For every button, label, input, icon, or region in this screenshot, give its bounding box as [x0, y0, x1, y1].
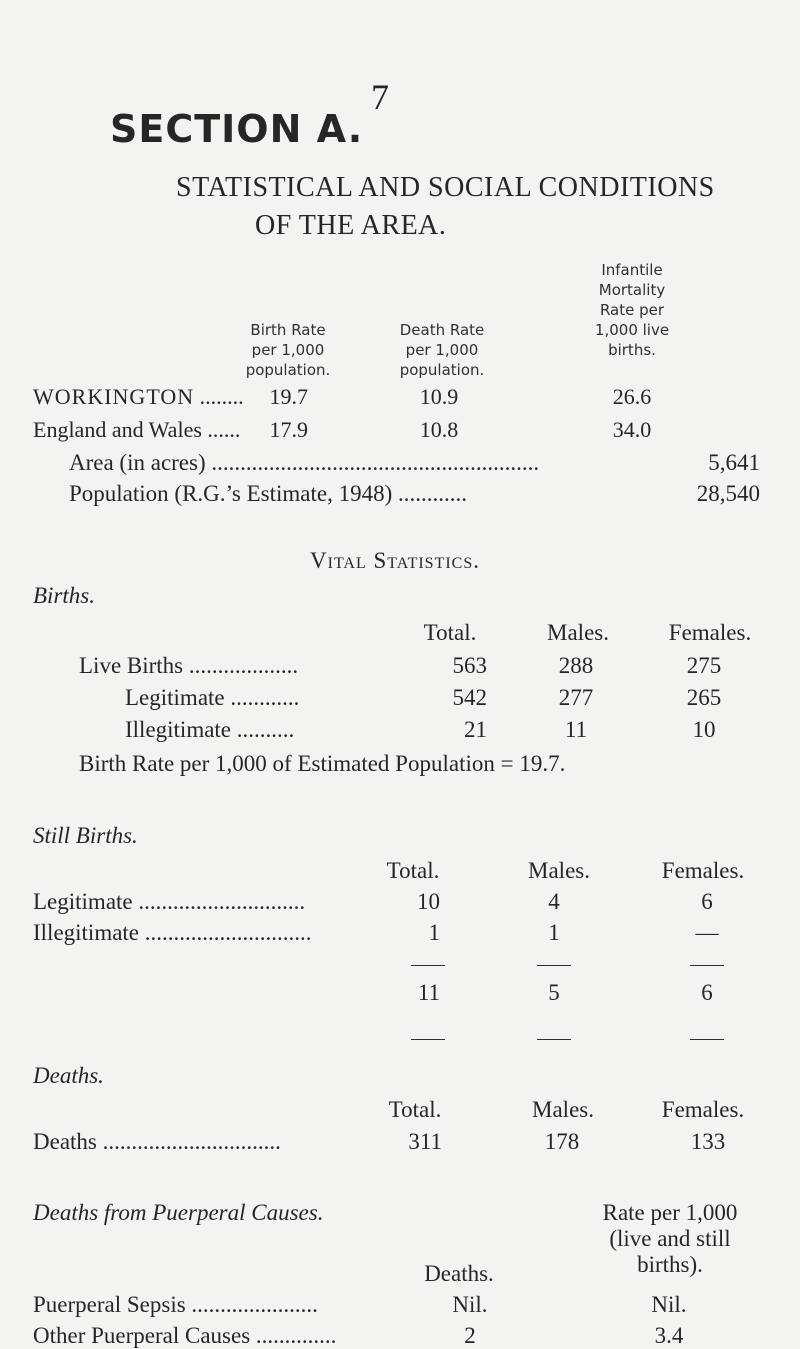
still-births-females-header: Females. [661, 858, 745, 883]
legitimate-births-males: 277 [558, 685, 594, 710]
header-line: births). [637, 1252, 703, 1277]
row-label: Deaths [33, 1129, 97, 1154]
still-births-total-header: Total. [386, 858, 440, 883]
section-heading: SECTION A. [110, 107, 364, 151]
leader-dots: ................... [188, 653, 299, 678]
other-puerperal-deaths: 2 [464, 1323, 476, 1348]
still-births-males-sum: 5 [548, 980, 560, 1005]
header-line: per 1,000 [251, 341, 325, 359]
leader-dots: ............ [230, 685, 300, 710]
leader-dots: ............ [398, 481, 468, 506]
still-legitimate-females: 6 [701, 889, 713, 914]
vital-statistics-heading: Vital Statistics. [310, 548, 480, 573]
england-wales-birth-rate: 17.9 [269, 417, 308, 442]
legitimate-births-label [125, 685, 299, 711]
leader-dots: .............. [255, 1323, 337, 1348]
birth-rate-header [233, 320, 343, 380]
workington-name: WORKINGTON [33, 384, 195, 409]
illegitimate-births-label [125, 717, 294, 743]
england-wales-infantile-mortality: 34.0 [612, 417, 652, 442]
illegitimate-births-total: 21 [464, 717, 487, 742]
births-total-header: Total. [423, 620, 477, 645]
live-births-males: 288 [558, 653, 594, 678]
puerperal-rate-header [560, 1200, 780, 1278]
header-line: Death Rate [399, 321, 485, 339]
deaths-total-header: Total. [388, 1097, 442, 1122]
leader-dots: ............................. [144, 920, 312, 945]
legitimate-births-total: 542 [452, 685, 487, 710]
still-illegitimate-males: 1 [548, 920, 560, 945]
death-rate-header [382, 320, 502, 380]
still-illegitimate-females: — [695, 920, 719, 945]
england-wales-death-rate: 10.8 [419, 417, 459, 442]
live-births-females: 275 [686, 653, 722, 678]
still-births-total-sum: 11 [417, 980, 440, 1005]
area-value: 5,641 [708, 450, 760, 475]
deaths-row-label [33, 1129, 281, 1155]
page-title-line-1: STATISTICAL AND SOCIAL CONDITIONS [176, 172, 715, 203]
leader-dots: ............................. [138, 889, 306, 914]
row-label: Illegitimate [125, 717, 232, 742]
england-wales-label [33, 417, 240, 443]
header-line: Rate per 1,000 [602, 1200, 738, 1225]
workington-label [33, 384, 244, 410]
leader-dots: ......................................................... [211, 450, 540, 475]
other-puerperal-rate: 3.4 [654, 1323, 684, 1348]
header-line: Birth Rate [250, 321, 326, 339]
england-wales-name: England and Wales [33, 417, 202, 442]
still-births-females-sum: 6 [701, 980, 713, 1005]
other-puerperal-label [33, 1323, 336, 1349]
workington-infantile-mortality: 26.6 [612, 384, 652, 409]
leader-dots: ........ [199, 384, 244, 409]
illegitimate-births-males: 11 [564, 717, 588, 742]
live-births-total: 563 [452, 653, 487, 678]
deaths-males-header: Males. [532, 1097, 594, 1122]
leader-dots: ...................... [191, 1292, 318, 1317]
births-heading: Births. [33, 583, 95, 608]
live-births-label [79, 653, 298, 679]
deaths-heading: Deaths. [33, 1063, 104, 1088]
still-legitimate-label [33, 889, 305, 915]
still-legitimate-total: 10 [417, 889, 440, 914]
header-line: (live and still [609, 1226, 731, 1251]
illegitimate-births-females: 10 [692, 717, 716, 742]
area-label [69, 450, 679, 476]
row-label: Puerperal Sepsis [33, 1292, 186, 1317]
row-label: Legitimate [125, 685, 225, 710]
header-line: population. [245, 361, 331, 379]
legitimate-births-females: 265 [686, 685, 722, 710]
deaths-total: 311 [408, 1129, 442, 1154]
still-births-total-bottom-rule [411, 1039, 445, 1040]
header-line: per 1,000 [405, 341, 479, 359]
still-births-females-top-rule [690, 965, 724, 966]
row-label: Other Puerperal Causes [33, 1323, 251, 1348]
leader-dots: .......... [236, 717, 295, 742]
still-legitimate-males: 4 [548, 889, 560, 914]
still-births-total-top-rule [411, 965, 445, 966]
infantile-mortality-header [578, 260, 686, 360]
page-number: 7 [371, 77, 389, 117]
header-line: 1,000 live [594, 321, 670, 339]
header-line: births. [608, 341, 656, 359]
birth-rate-statement: Birth Rate per 1,000 of Estimated Population = 19.7. [79, 751, 566, 776]
header-line: population. [399, 361, 485, 379]
deaths-males: 178 [544, 1129, 580, 1154]
header-line: Mortality [598, 281, 666, 299]
still-births-females-bottom-rule [690, 1039, 724, 1040]
header-line: Infantile [601, 261, 663, 279]
leader-dots: ...... [207, 417, 241, 442]
deaths-females: 133 [690, 1129, 726, 1154]
area-name: Area (in acres) [69, 450, 206, 475]
still-births-males-top-rule [537, 965, 571, 966]
row-label: Illegitimate [33, 920, 140, 945]
workington-death-rate: 10.9 [419, 384, 459, 409]
still-births-heading: Still Births. [33, 823, 138, 848]
page-title-line-2: OF THE AREA. [255, 210, 447, 241]
workington-birth-rate: 19.7 [269, 384, 308, 409]
population-value: 28,540 [696, 481, 760, 506]
puerperal-heading: Deaths from Puerperal Causes. [33, 1200, 324, 1225]
births-females-header: Females. [668, 620, 752, 645]
births-males-header: Males. [547, 620, 609, 645]
puerperal-sepsis-label [33, 1292, 318, 1318]
still-illegitimate-label [33, 920, 312, 946]
deaths-females-header: Females. [661, 1097, 745, 1122]
still-births-males-bottom-rule [537, 1039, 571, 1040]
population-label [69, 481, 679, 507]
population-name: Population (R.G.’s Estimate, 1948) [69, 481, 393, 506]
puerperal-sepsis-rate: Nil. [651, 1292, 687, 1317]
puerperal-sepsis-deaths: Nil. [452, 1292, 488, 1317]
row-label: Live Births [79, 653, 184, 678]
still-illegitimate-total: 1 [428, 920, 440, 945]
row-label: Legitimate [33, 889, 133, 914]
still-births-males-header: Males. [528, 858, 590, 883]
puerperal-deaths-header: Deaths. [424, 1261, 494, 1286]
header-line: Rate per [599, 301, 665, 319]
leader-dots: ............................... [102, 1129, 281, 1154]
